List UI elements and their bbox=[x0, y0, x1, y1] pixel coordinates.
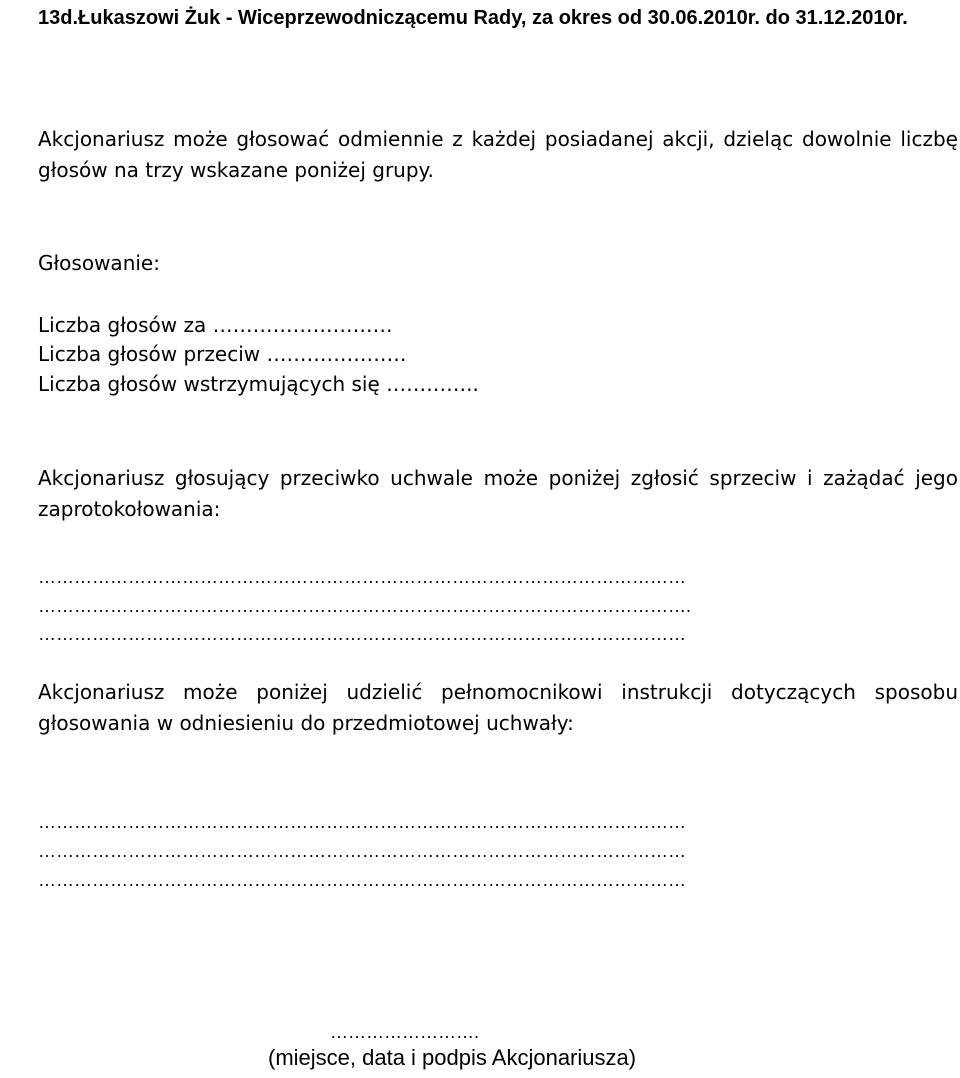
votes-against-line[interactable]: Liczba głosów przeciw ………………… bbox=[38, 342, 407, 366]
votes-for-line[interactable]: Liczba głosów za ……………………… bbox=[38, 313, 393, 337]
instructions-line[interactable]: ……………………………………………………………………………………………… bbox=[38, 812, 686, 832]
instructions-line[interactable]: ……………………………………………………………………………………………… bbox=[38, 841, 686, 861]
objection-line[interactable]: ……………………………………………………………………………………………… bbox=[38, 624, 686, 644]
signature-dots[interactable]: ……………………. bbox=[330, 1022, 480, 1042]
signature-caption: (miejsce, data i podpis Akcjonariusza) bbox=[268, 1045, 637, 1070]
objection-line[interactable]: ………………………………………………………………………………………………. bbox=[38, 596, 692, 616]
objection-line[interactable]: ……………………………………………………………………………………………… bbox=[38, 567, 686, 587]
objection-paragraph: Akcjonariusz głosujący przeciwko uchwale może poniżej zgłosić sprzeciw i zażądać jego zaprotokołowania: bbox=[38, 466, 958, 521]
instructions-line[interactable]: ……………………………………………………………………………………………… bbox=[38, 870, 686, 890]
voting-label: Głosowanie: bbox=[38, 251, 160, 275]
resolution-heading: 13d.Łukaszowi Żuk - Wiceprzewodniczącemu Rady, za okres od 30.06.2010r. do 31.12.2010r. bbox=[38, 7, 908, 29]
instructions-paragraph: Akcjonariusz może poniżej udzielić pełnomocnikowi instrukcji dotyczących sposobu głosowania w odniesieniu do przedmiotowej uchwały: bbox=[38, 680, 958, 735]
intro-paragraph: Akcjonariusz może głosować odmiennie z każdej posiadanej akcji, dzieląc dowolnie liczbę głosów na trzy wskazane poniżej grupy. bbox=[38, 127, 958, 182]
votes-abstain-line[interactable]: Liczba głosów wstrzymujących się ………….. bbox=[38, 372, 479, 396]
